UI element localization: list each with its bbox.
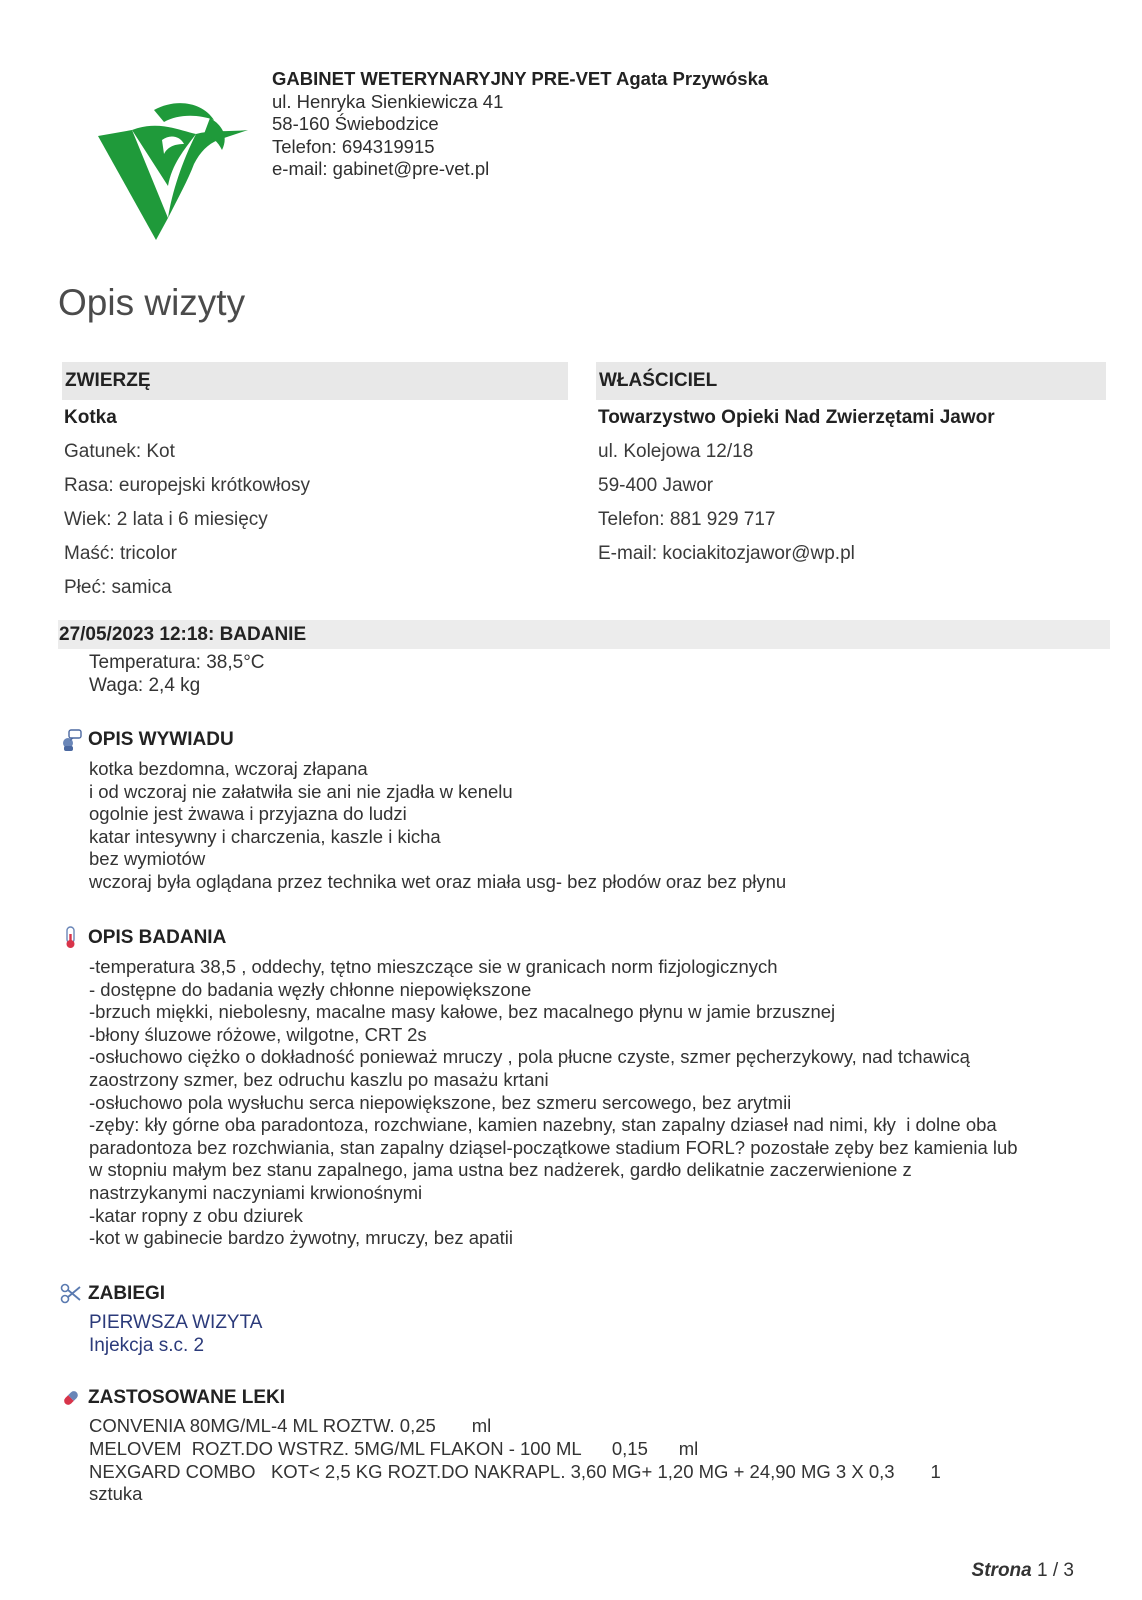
drugs-title: ZASTOSOWANE LEKI (88, 1387, 286, 1408)
clinic-info (272, 68, 768, 181)
procedures-header (60, 1282, 165, 1306)
visit-header: 27/05/2023 12:18: BADANIE (58, 620, 1110, 649)
clinic-phone: Telefon: 694319915 (272, 135, 435, 157)
procedure-item: PIERWSZA WIZYTA (89, 1312, 263, 1333)
animal-name: Kotka (64, 407, 117, 428)
interview-icon (60, 728, 82, 752)
exam-line: -brzuch miękki, niebolesny, macalne masy kałowe, bez macalnego płynu w jamie brzusznej (89, 1001, 836, 1023)
exam-line: -katar ropny z obu dziurek (89, 1204, 303, 1226)
exam-title: OPIS BADANIA (88, 927, 227, 948)
interview-line: wczoraj była oglądana przez technika wet oraz miała usg- bez płodów oraz bez płynu (89, 870, 787, 892)
animal-header: ZWIERZĘ (62, 362, 568, 400)
animal-section (62, 362, 568, 605)
interview-header (60, 728, 234, 752)
interview-text (89, 758, 1109, 894)
interview-line: i od wczoraj nie załatwiła sie ani nie zjadła w kenelu (89, 780, 513, 802)
weight: Waga: 2,4 kg (89, 675, 201, 696)
clinic-street: ul. Henryka Sienkiewicza 41 (272, 90, 504, 112)
interview-line: katar intesywny i charczenia, kaszle i kicha (89, 825, 441, 847)
procedures-list (89, 1311, 262, 1357)
drug-row: NEXGARD COMBO KOT< 2,5 KG ROZT.DO NAKRAPL. 3,60 MG+ 1,20 MG + 24,90 MG 3 X 0,3 1 (89, 1460, 941, 1482)
interview-line: ogolnie jest żwawa i przyjazna do ludzi (89, 803, 407, 825)
page-title: Opis wizyty (58, 282, 246, 323)
exam-line: w stopniu małym bez stanu zapalnego, jama ustna bez nadżerek, gardło delikatnie zaczerwienione z (89, 1159, 912, 1181)
animal-sex: Płeć: samica (64, 577, 172, 598)
exam-line: -osłuchowo ciężko o dokładność ponieważ mruczy , pola płucne czyste, szmer pęcherzykowy, nad tchawicą (89, 1046, 970, 1068)
owner-phone: Telefon: 881 929 717 (598, 509, 776, 530)
animal-species: Gatunek: Kot (64, 441, 175, 462)
page-label: Strona (971, 1560, 1032, 1581)
exam-line: -zęby: kły górne oba paradontoza, rozchwiane, kamien nazebny, stan zapalny dziaseł nad nimi, kły i dolne oba (89, 1114, 997, 1136)
exam-text (89, 956, 1109, 1250)
exam-header (60, 926, 226, 950)
interview-line: bez wymiotów (89, 848, 206, 870)
animal-breed: Rasa: europejski krótkowłosy (64, 475, 311, 496)
page-number (972, 1560, 1074, 1582)
interview-line: kotka bezdomna, wczoraj złapana (89, 758, 368, 779)
exam-line: -osłuchowo pola wysłuchu serca niepowiększone, bez szmeru sercowego, bez arytmii (89, 1091, 792, 1113)
clinic-city: 58-160 Świebodzice (272, 113, 439, 134)
animal-color: Maść: tricolor (64, 543, 177, 564)
clinic-logo-icon (98, 100, 250, 242)
owner-section (596, 362, 1106, 571)
page-count: 1 / 3 (1037, 1560, 1074, 1581)
drug-row: sztuka (89, 1483, 143, 1505)
pill-icon (60, 1386, 82, 1410)
exam-line: - dostępne do badania węzły chłonne niepowiększone (89, 978, 532, 1000)
exam-line: -temperatura 38,5 , oddechy, tętno mieszczące sie w granicach norm fizjologicznych (89, 956, 778, 977)
animal-age: Wiek: 2 lata i 6 miesięcy (64, 509, 268, 530)
clinic-email: e-mail: gabinet@pre-vet.pl (272, 158, 490, 179)
owner-name: Towarzystwo Opieki Nad Zwierzętami Jawor (598, 407, 995, 428)
exam-line: zaostrzony szmer, bez odruchu kaszlu po masażu krtani (89, 1068, 549, 1090)
exam-line: nastrzykanymi naczyniami krwionośnymi (89, 1181, 423, 1203)
owner-city: 59-400 Jawor (598, 475, 714, 496)
thermometer-icon (60, 926, 82, 950)
exam-line: -kot w gabinecie bardzo żywotny, mruczy, bez apatii (89, 1227, 513, 1249)
scissors-icon (60, 1282, 82, 1306)
owner-street: ul. Kolejowa 12/18 (598, 441, 754, 462)
procedure-item: Injekcja s.c. 2 (89, 1335, 205, 1356)
clinic-name: GABINET WETERYNARYJNY PRE-VET Agata Przywóska (272, 68, 769, 89)
drug-row: CONVENIA 80MG/ML-4 ML ROZTW. 0,25 ml (89, 1415, 492, 1436)
interview-title: OPIS WYWIADU (88, 729, 234, 750)
drug-row: MELOVEM ROZT.DO WSTRZ. 5MG/ML FLAKON - 100 ML 0,15 ml (89, 1437, 699, 1459)
exam-line: -błony śluzowe różowe, wilgotne, CRT 2s (89, 1023, 427, 1045)
vitals (89, 651, 265, 697)
procedures-title: ZABIEGI (88, 1283, 166, 1304)
owner-email: E-mail: kociakitozjawor@wp.pl (598, 543, 855, 564)
exam-line: paradontoza bez rozchwiania, stan zapalny dziąsel-początkowe stadium FORL? pozostałe zęby bez kamienia lub (89, 1136, 1018, 1158)
drugs-list (89, 1415, 941, 1506)
drugs-header (60, 1386, 285, 1410)
owner-header: WŁAŚCICIEL (596, 362, 1106, 400)
temperature: Temperatura: 38,5°C (89, 652, 265, 673)
